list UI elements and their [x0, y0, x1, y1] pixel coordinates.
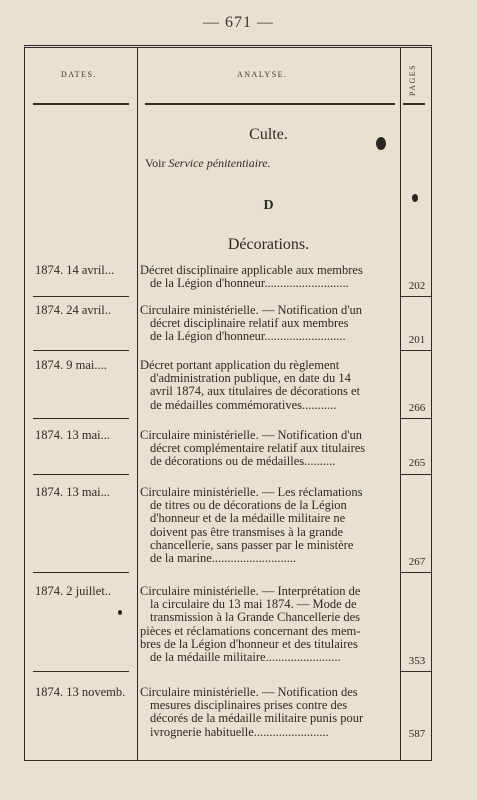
entry-date: 1874. 14 avril...: [35, 263, 115, 277]
row-separator: [33, 296, 129, 297]
entry-text: [140, 686, 396, 739]
entry-text: [140, 359, 396, 412]
entry-line: de la marine...........................: [150, 551, 297, 566]
entry-line: Circulaire ministérielle. — Notification d'un: [140, 428, 362, 442]
column-divider: [137, 48, 138, 760]
entry-line: Décret portant application du règlement: [140, 358, 340, 372]
entry-line: de médailles commémoratives...........: [150, 397, 337, 412]
entry-line: Circulaire ministérielle. — Interprétation de: [140, 584, 361, 598]
entry-line: doivent pas être transmises à la grande: [150, 524, 343, 539]
row-separator: [33, 350, 129, 351]
entry-line: d'administration publique, en date du 14: [150, 371, 351, 386]
entry-page: 201: [408, 334, 426, 346]
ink-blot: [412, 194, 418, 202]
entry-date: 1874. 24 avril..: [35, 303, 112, 317]
table-frame: [24, 45, 432, 761]
row-separator: [401, 418, 431, 419]
entry-text: [140, 429, 396, 469]
entry-date: 1874. 9 mai....: [35, 358, 107, 372]
section-title-culte: Culte.: [249, 126, 288, 143]
entry-page: 267: [408, 556, 426, 568]
entry-line: de la Légion d'honneur..........................: [150, 329, 346, 344]
header-rule: [145, 103, 395, 105]
see-also-prefix: Voir: [145, 156, 169, 170]
entry-line: pièces et réclamations concernant des mem-: [140, 623, 361, 638]
row-separator: [33, 671, 129, 672]
entry-line: de titres ou de décorations de la Légion: [150, 498, 347, 513]
entry-line: transmission à la Grande Chancellerie des: [150, 610, 360, 625]
entry-line: de la Légion d'honneur...........................: [150, 276, 349, 291]
row-separator: [401, 474, 431, 475]
row-separator: [401, 350, 431, 351]
entry-line: Décret disciplinaire applicable aux membres: [140, 263, 363, 277]
entry-line: mesures disciplinaires prises contre des: [150, 698, 348, 713]
entry-line: d'honneur et de la médaille militaire ne: [150, 511, 346, 526]
ink-blot: [118, 610, 122, 615]
header-pages: PAGES: [408, 63, 417, 96]
entry-page: 266: [408, 402, 426, 414]
row-separator: [33, 418, 129, 419]
entry-page: 202: [408, 280, 426, 292]
entry-line: décret disciplinaire relatif aux membres: [150, 316, 349, 331]
entry-line: bres de la Légion d'honneur et des titulaires: [140, 636, 358, 651]
entry-page: 265: [408, 457, 426, 469]
row-separator: [33, 474, 129, 475]
entry-text: [140, 304, 396, 344]
ink-blot: [376, 137, 386, 150]
entry-line: avril 1874, aux titulaires de décorations et: [150, 384, 361, 399]
see-also: [145, 156, 271, 171]
entry-line: ivrognerie habituelle........................: [150, 724, 329, 739]
entry-line: Circulaire ministérielle. — Notification des: [140, 685, 358, 699]
entry-line: décret complémentaire relatif aux titulaires: [150, 441, 366, 456]
entry-line: Circulaire ministérielle. — Les réclamations: [140, 485, 363, 499]
entry-text: [140, 264, 396, 290]
see-also-reference: Service pénitentiaire.: [168, 156, 271, 170]
row-separator: [401, 671, 431, 672]
entry-line: décorés de la médaille militaire punis pour: [150, 711, 364, 726]
row-separator: [401, 296, 431, 297]
page-number: — 671 —: [203, 14, 274, 31]
entry-line: de la médaille militaire........................: [150, 650, 341, 665]
entry-line: chancellerie, sans passer par le ministère: [150, 537, 354, 552]
entry-line: Circulaire ministérielle. — Notification d'un: [140, 303, 362, 317]
entry-date: 1874. 13 novemb.: [35, 685, 126, 699]
entry-date: 1874. 13 mai...: [35, 428, 110, 442]
section-title-decorations: Décorations.: [227, 236, 310, 253]
entry-page: 587: [408, 728, 426, 740]
row-separator: [33, 572, 129, 573]
entry-text: [140, 585, 396, 664]
entry-line: de décorations ou de médailles..........: [150, 454, 336, 469]
header-analyse: ANALYSE.: [237, 70, 288, 79]
header-rule: [403, 103, 425, 105]
section-letter: D: [263, 198, 274, 213]
entry-page: 353: [408, 655, 426, 667]
entry-text: [140, 486, 396, 565]
entry-line: la circulaire du 13 mai 1874. — Mode de: [150, 597, 357, 612]
row-separator: [401, 572, 431, 573]
header-dates: DATES.: [61, 70, 97, 79]
entry-date: 1874. 13 mai...: [35, 485, 110, 499]
header-rule: [33, 103, 129, 105]
entry-date: 1874. 2 juillet..: [35, 584, 112, 598]
